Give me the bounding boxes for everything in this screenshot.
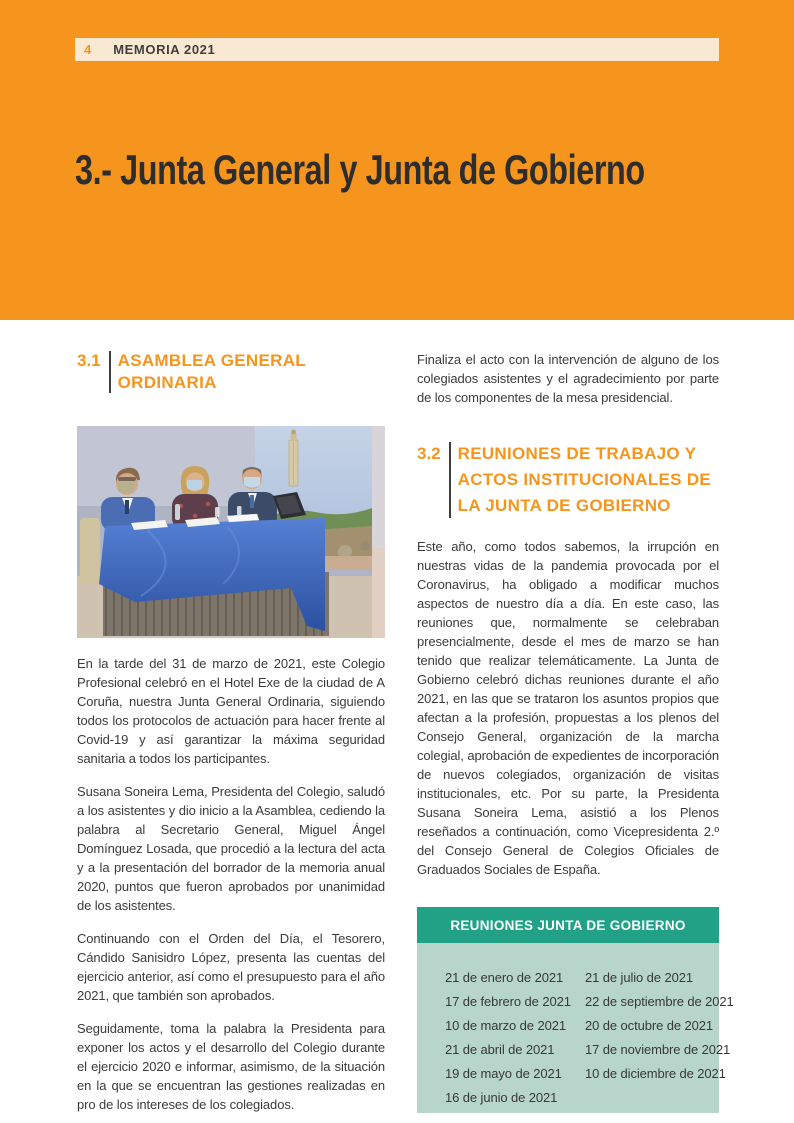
section-number: 3.2 <box>417 444 441 463</box>
meeting-date: 19 de mayo de 2021 <box>445 1066 562 1081</box>
section-3-2-heading <box>417 441 719 519</box>
section-3-1-heading <box>77 350 385 394</box>
running-header <box>75 38 719 61</box>
meeting-date: 10 de diciembre de 2021 <box>585 1066 726 1081</box>
section-title: ASAMBLEA GENERAL ORDINARIA <box>117 351 306 392</box>
chapter-title: 3.- Junta General y Junta de Gobierno <box>75 146 645 193</box>
meeting-date: 20 de octubre de 2021 <box>585 1018 714 1033</box>
section-title: REUNIONES DE TRABAJO Y ACTOS INSTITUCIONALES DE LA JUNTA DE GOBIERNO <box>457 444 712 515</box>
left-column <box>77 350 385 1123</box>
paragraph: Continuando con el Orden del Día, el Tesorero, Cándido Sanisidro López, presenta las cuentas del ejercicio anterior, así como el presupuesto para el año 2021, que también son aprobados. <box>77 931 385 1003</box>
asamblea-photo <box>77 426 385 638</box>
meeting-date: 17 de febrero de 2021 <box>445 994 571 1009</box>
paragraph: En la tarde del 31 de marzo de 2021, este Colegio Profesional celebró en el Hotel Exe de la ciudad de A Coruña, nuestra Junta General Ordinaria, siguiendo todos los protocolos de actuación para hacer frente al Covid-19 y así garantizar la máxima seguridad sanitaria a todos los participantes. <box>77 656 385 766</box>
paragraph: Susana Soneira Lema, Presidenta del Colegio, saludó a los asistentes y dio inicio a la Asamblea, cediendo la palabra al Secretario General, Miguel Ángel Domínguez Losada, que procedió a la lectura del acta y a la presentación del borrador de la memoria anual 2020, puntos que fueron aprobados por unanimidad de los asistentes. <box>77 784 385 913</box>
meetings-column-1 <box>445 966 571 1113</box>
heading-divider <box>109 351 111 393</box>
meeting-date: 22 de septiembre de 2021 <box>585 994 734 1009</box>
hero-banner <box>0 0 794 320</box>
meetings-table-header <box>417 907 719 943</box>
meetings-table <box>417 907 734 1113</box>
meeting-date: 10 de marzo de 2021 <box>445 1018 566 1033</box>
page-number: 4 <box>84 42 92 57</box>
meeting-date: 17 de noviembre de 2021 <box>585 1042 731 1057</box>
meetings-table-title: REUNIONES JUNTA DE GOBIERNO <box>450 917 686 933</box>
meeting-date: 16 de junio de 2021 <box>445 1090 558 1105</box>
meeting-date: 21 de julio de 2021 <box>585 970 693 985</box>
paragraph: Finaliza el acto con la intervención de alguno de los colegiados asistentes y el agradecimiento por parte de los componentes de la mesa presidencial. <box>417 352 719 405</box>
paragraph: Seguidamente, toma la palabra la Presidenta para exponer los actos y el desarrollo del Colegio durante el ejercicio 2020 e informar, asimismo, de la situación en la que se encuentran las gestiones realizadas en pro de los intereses de los colegiados. <box>77 1021 385 1112</box>
meeting-date: 21 de abril de 2021 <box>445 1042 555 1057</box>
meetings-table-body <box>417 943 734 1113</box>
paragraph: Este año, como todos sabemos, la irrupción en nuestras vidas de la pandemia provocada por el Coronavirus, ha obligado a modificar muchos aspectos de nuestro día a día. En este caso, las reuniones que, normalmente se celebraban presencialmente, desde el mes de marzo se han tenido que realizar telemáticamente. La Junta de Gobierno celebró dichas reuniones durante el año 2021, en las que se trataron los asuntos propios que afectan a la profesión, propuestas a los plenos del Consejo General, organización de la marcha colegial, aprobación de expedientes de incorporación de nuevos colegiados, organización de visitas institucionales, etc. Por su parte, la Presidenta Susana Soneira Lema, asistió a los Plenos reseñados a continuación, como Vicepresidenta 2.º del Consejo General de Colegios Oficiales de Graduados Sociales de España. <box>417 539 719 877</box>
right-column <box>417 350 734 1113</box>
section-number: 3.1 <box>77 351 101 370</box>
document-title: MEMORIA 2021 <box>113 42 216 57</box>
meeting-date: 21 de enero de 2021 <box>445 970 564 985</box>
meetings-column-2 <box>585 966 734 1113</box>
heading-divider <box>449 442 451 518</box>
chair <box>80 518 100 584</box>
